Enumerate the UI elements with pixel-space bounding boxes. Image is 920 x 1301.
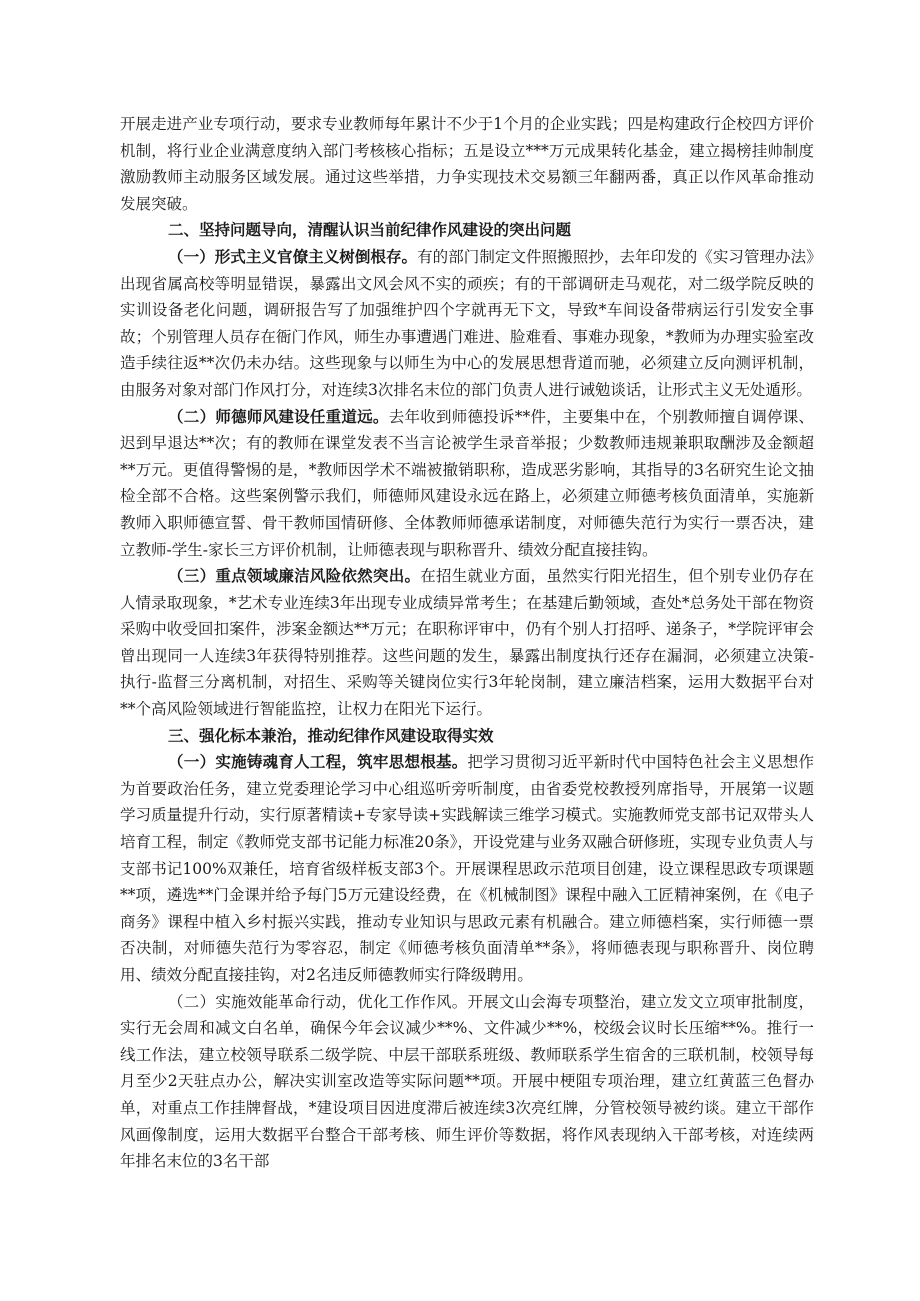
subheading-integrity-risk: （三）重点领域廉洁风险依然突出。 <box>168 567 421 586</box>
document-page <box>120 111 814 1175</box>
section-heading-3: 三、强化标本兼治，推动纪律作风建设取得实效 <box>168 726 494 745</box>
paragraph-formalism <box>120 244 814 404</box>
paragraph-formalism-body: 有的部门制定文件照搬照抄，去年印发的《实习管理办法》出现省属高校等明显错误，暴露出文风会风不实的顽疾；有的干部调研走马观花，对二级学院反映的实训设备老化问题，调研报告写了加强维护四个字就再无下文，导致*车间设备带病运行引发安全事故；个别管理人员存在衙门作风，师生办事遭遇门难进、脸难看、事难办现象，*教师为办理实验室改造手续往返**次仍未办结。这些现象与以师生为中心的发展思想背道而驰，必须建立反向测评机制，由服务对象对部门作风打分，对连续3次排名末位的部门负责人进行诫勉谈话，让形式主义无处遁形。 <box>120 247 814 399</box>
paragraph-integrity-risk-body: 在招生就业方面，虽然实行阳光招生，但个别专业仍存在人情录取现象，*艺术专业连续3年出现专业成绩异常考生；在基建后勤领域，查处*总务处干部在物资采购中收受回扣案件，涉案金额达**万元；在职称评审中，仍有个别人打招呼、递条子，*学院评审会曾出现同一人连续3年获得特别推荐。这些问题的发生，暴露出制度执行还存在漏洞，必须建立决策-执行-监督三分离机制，对招生、采购等关键岗位实行3年轮岗制，建立廉洁档案，运用大数据平台对**个高风险领域进行智能监控，让权力在阳光下运行。 <box>120 567 814 719</box>
paragraph-teacher-ethics-body: 去年收到师德投诉**件，主要集中在，个别教师擅自调停课、迟到早退达**次；有的教师在课堂发表不当言论被学生录音举报；少数教师违规兼职取酬涉及金额超**万元。更值得警惕的是，*教师因学术不端被撤销职称，造成恶劣影响，其指导的3名研究生论文抽检全部不合格。这些案例警示我们，师德师风建设永远在路上，必须建立师德考核负面清单，实施新教师入职师德宣誓、骨干教师国情研修、全体教师师德承诺制度，对师德失范行为实行一票否决，建立教师-学生-家长三方评价机制，让师德表现与职称晋升、绩效分配直接挂钩。 <box>120 407 814 559</box>
paragraph-integrity-risk <box>120 563 814 723</box>
paragraph-soul-casting-body: 把学习贯彻习近平新时代中国特色社会主义思想作为首要政治任务，建立党委理论学习中心组巡听旁听制度，由省委党校教授列席指导，开展第一议题学习质量提升行动，实行原著精读+专家导读+实践解读三维学习模式。实施教师党支部书记双带头人培育工程，制定《教师党支部书记能力标准20条》，开设党建与业务双融合研修班，实现专业负责人与支部书记100%双兼任，培育省级样板支部3个。开展课程思政示范项目创建，设立课程思政专项课题**项，遴选**门金课并给予每门5万元建设经费，在《机械制图》课程中融入工匠精神案例，在《电子商务》课程中植入乡村振兴实践，推动专业知识与思政元素有机融合。建立师德档案，实行师德一票否决制，对师德失范行为零容忍，制定《师德考核负面清单**条》，将师德表现与职称晋升、岗位聘用、绩效分配直接挂钩，对2名违反师德教师实行降级聘用。 <box>120 753 814 984</box>
paragraph-efficiency: （二）实施效能革命行动，优化工作作风。开展文山会海专项整治，建立发文立项审批制度，实行无会周和减文白名单，确保今年会议减少**%、文件减少**%，校级会议时长压缩**%。推行一线工作法，建立校领导联系二级学院、中层干部联系班级、教师联系学生宿舍的三联机制，校领导每月至少2天驻点办公，解决实训室改造等实际问题**项。开展中梗阻专项治理，建立红黄蓝三色督办单，对重点工作挂牌督战，*建设项目因进度滞后被连续3次亮红牌，分管校领导被约谈。建立干部作风画像制度，运用大数据平台整合干部考核、师生评价等数据，将作风表现纳入干部考核，对连续两年排名末位的3名干部 <box>120 992 814 1171</box>
paragraph-continuation: 开展走进产业专项行动，要求专业教师每年累计不少于1个月的企业实践；四是构建政行企校四方评价机制，将行业企业满意度纳入部门考核核心指标；五是设立***万元成果转化基金，建立揭榜挂帅制度激励教师主动服务区域发展。通过这些举措，力争实现技术交易额三年翻两番，真正以作风革命推动发展突破。 <box>120 115 814 213</box>
subheading-soul-casting: （一）实施铸魂育人工程，筑牢思想根基。 <box>168 753 468 772</box>
section-heading-2: 二、坚持问题导向，清醒认识当前纪律作风建设的突出问题 <box>168 221 572 240</box>
paragraph-teacher-ethics <box>120 404 814 564</box>
paragraph-soul-casting <box>120 749 814 988</box>
subheading-teacher-ethics: （二）师德师风建设任重道远。 <box>168 407 389 426</box>
subheading-formalism: （一）形式主义官僚主义树倒根存。 <box>168 247 418 266</box>
